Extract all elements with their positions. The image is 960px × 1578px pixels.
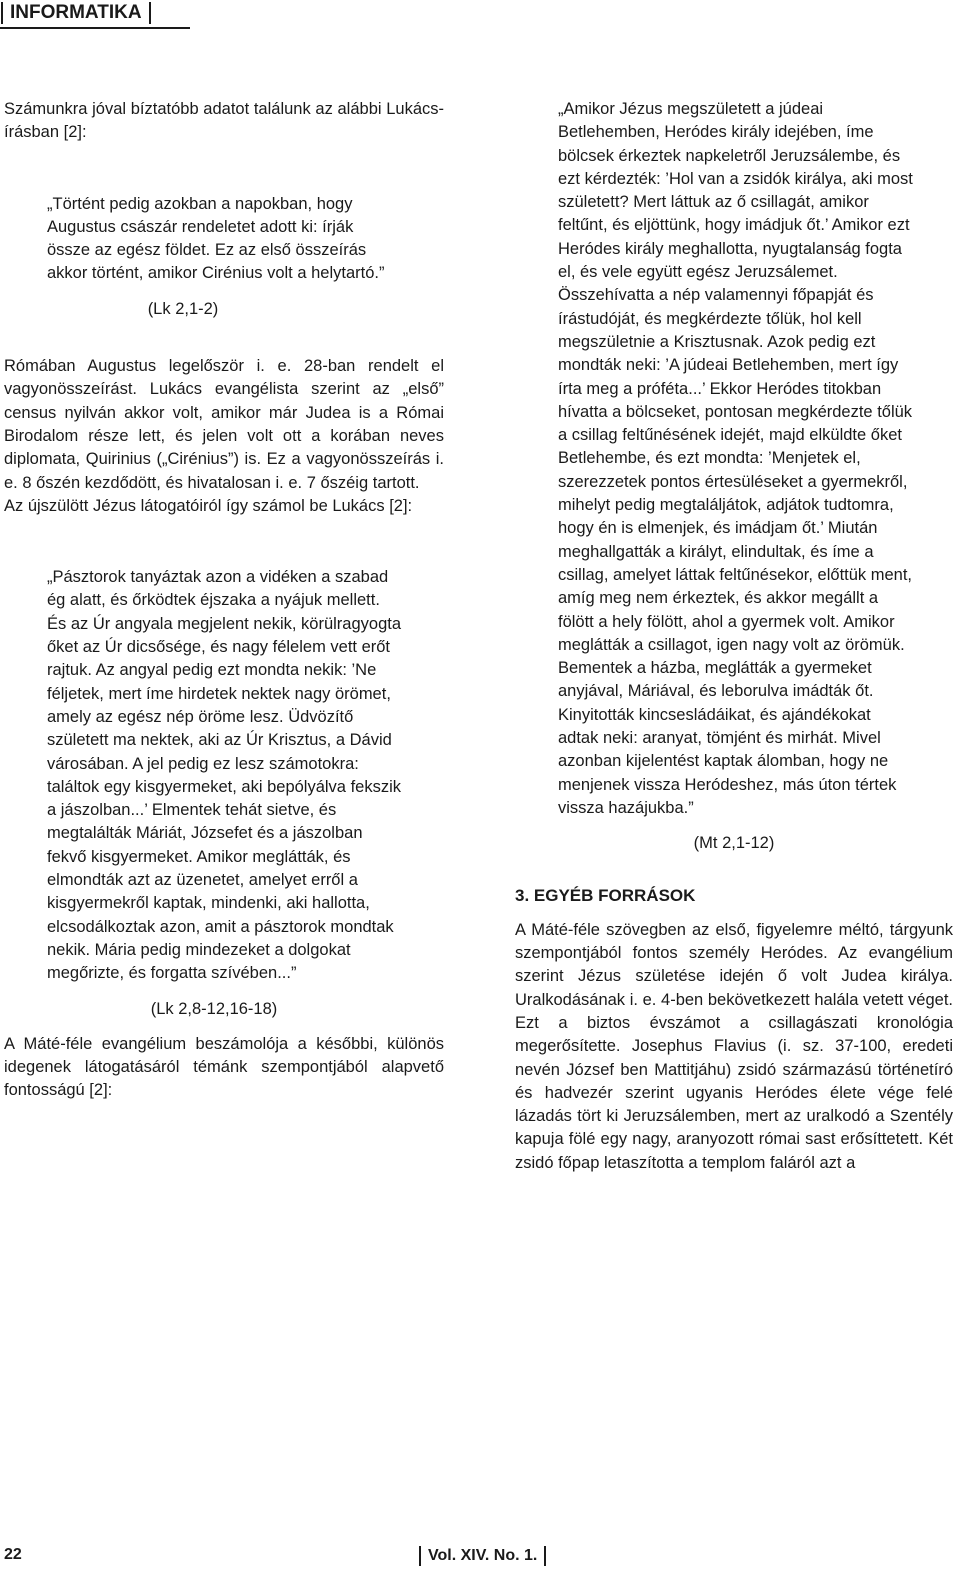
census-paragraph: Rómában Augustus legelőször i. e. 28-ban rendelt el vagyonösszeírást. Lukács evangélista szerint az „első” census nyilván akkor volt, amikor már Judea is a Római Birodalom része lett, és jelen volt ott a korában neves diplomata, Quirinius („Cirénius”) is. Ez a vagyonösszeírás i. e. 8 őszén kezdődött, és hivatalosan i. e. 7 őszéig tartott. (4, 357, 444, 492)
section-heading: 3. EGYÉB FORRÁSOK (515, 885, 696, 905)
reference-luke-2-8: (Lk 2,8-12,16-18) (150, 999, 278, 1018)
matthew-intro-paragraph: A Máté-féle evangélium beszámolója a későbbi, különös idegenek látogatásáról témánk szempontjából alapvető fontosságú [2]: (4, 1034, 444, 1100)
left-column (4, 98, 444, 1103)
footer-bar-left (419, 1546, 421, 1566)
quote-luke-2-1: „Történt pedig azokban a napokban, hogy Augustus császár rendeletet adott ki: írják össze az egész földet. Ez az első összeírás akkor történt, amikor Cirénius volt a helytartó.” (47, 194, 385, 283)
page-number: 22 (4, 1546, 22, 1563)
right-column (515, 98, 953, 1175)
section-header (0, 0, 158, 26)
header-rule (0, 27, 190, 29)
other-sources-paragraph: A Máté-féle szövegben az első, figyelemre méltó, tárgyunk szempontjából fontos személy Heródes. Az evangélium szerint Jézus születése idején ő volt Judea királya. Uralkodásának i. e. 4-ben bekövetkezett halála vetett véget. Ezt a biztos évszámot a csillagászati kronológia megerősítette. Josephus Flavius (i. sz. 37-100, eredeti nevén József ben Mattitjáhu) zsidó származású történetíró és hadvezér szerint ugyanis Heródes élete vége felé lázadás tört ki Jeruzsálemben, mert az uralkodó a Szentély kapuja fölé egy nagy, aranyozott római sast erősíttetett. Két zsidó főpap letaszította a templom faláról azt a (515, 920, 953, 1172)
quote-luke-2-8: „Pásztorok tanyáztak azon a vidéken a szabad ég alatt, és őrködtek éjszaka a nyájuk mellett. És az Úr angyala megjelent nekik, körülragyogta őket az Úr dicsősége, és nagy félelem vett erőt rajtuk. Az angyal pedig ezt mondta nekik: ’Ne féljetek, mert íme hirdetek nektek nagy örömet, amely az egész nép öröme lesz. Üdvözítő született ma nektek, aki az Úr Krisztus, a Dávid városában. A jel pedig ez lesz számotokra: találtok egy kisgyermeket, aki bepólyálva fekszik a jászolban...’ Elmentek tehát sietve, és megtalálták Máriát, Józsefet és a jászolban fekvő kisgyermeket. Amikor meglátták, és elmondták azt az üzenetet, amelyet erről a kisgyermekről kaptak, mindenki, aki hallotta, elcsodálkoztak azon, amit a pásztorok mondtak nekik. Mária pedig mindezeket a dolgokat megőrizte, és forgatta szívében...” (47, 568, 402, 983)
reference-matthew-2-1: (Mt 2,1-12) (693, 834, 775, 853)
header-bar-left (1, 2, 3, 24)
reference-luke-2-1: (Lk 2,1-2) (147, 299, 219, 318)
footer-volume (412, 1546, 553, 1566)
quote-matthew-2-1: „Amikor Jézus megszületett a júdeai Betlehemben, Heródes király idejében, íme bölcsek érkeztek napkeletről Jeruzsálembe, és ezt kérdezték: ’Hol van a zsidók királya, aki most született? Mert láttuk az ő csillagát, amikor feltűnt, és eljöttünk, hogy imádjuk őt.’ Amikor ezt Heródes király meghallotta, nyugtalanság fogta el, és vele együtt egész Jeruzsálemet. Összehívatta a nép valamennyi főpapját és írástudóját, és megkérdezte tőlük, hol kell megszületnie a Krisztusnak. Azok pedig ezt mondták neki: ’A júdeai Betlehemben, mert így írta meg a próféta...’ Ekkor Heródes titokban hívatta a bölcseket, pontosan megkérdezte tőlük a csillag feltűnésének idejét, majd elküldte őket Betlehembe, és ezt mondta: ’Menjetek el, szerezzetek pontos értesüléseket a gyermekről, mihelyt pedig megtaláljátok, adjátok tudtomra, hogy én is elmenjek, és imádjam őt.’ Miután meghallgatták a királyt, elindultak, és íme a csillag, amelyet láttak feltűnésekor, előttük ment, amíg meg nem érkeztek, és akkor megállt a fölött a hely fölött, ahol a gyermek volt. Amikor meglátták a csillagot, igen nagy volt az örömük. Bementek a házba, meglátták a gyermeket anyjával, Máriával, és leborulva imádták őt. Kinyitották kincsesládáikat, és ajándékokat adtak neki: aranyat, tömjént és mirhát. Mivel azonban kijelentést kaptak álomban, hogy ne menjenek vissza Heródeshez, más úton tértek vissza hazájukba.” (558, 100, 913, 817)
section-title: INFORMATIKA (10, 2, 142, 23)
intro-paragraph: Számunkra jóval bíztatóbb adatot találunk az alábbi Lukács-írásban [2]: (4, 100, 444, 142)
header-bar-right (149, 2, 151, 24)
volume-label: Vol. XIV. No. 1. (428, 1547, 538, 1564)
footer-bar-right (544, 1546, 546, 1566)
visitors-intro-paragraph: Az újszülött Jézus látogatóiról így számol be Lukács [2]: (4, 496, 413, 515)
